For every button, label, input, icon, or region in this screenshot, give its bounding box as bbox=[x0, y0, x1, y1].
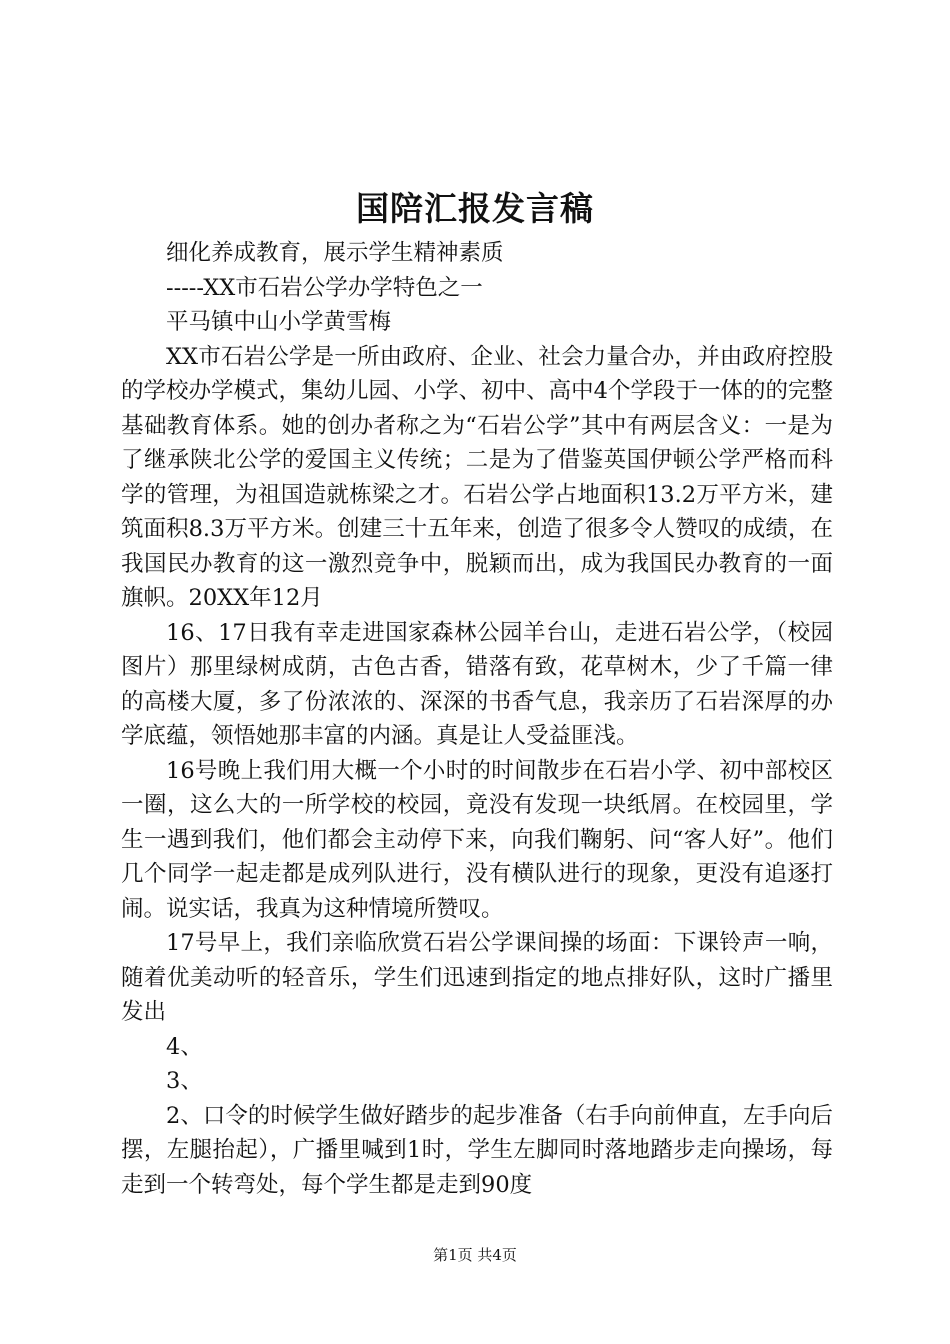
document-body bbox=[121, 236, 833, 1202]
countdown-line-4: 4、 bbox=[166, 1033, 203, 1060]
subtitle-series-line: -----XX市石岩公学办学特色之一 bbox=[166, 274, 483, 301]
paragraph-school-intro: XX市石岩公学是一所由政府、企业、社会力量合办，并由政府控股的学校办学模式，集幼儿园、小学、初中、高中4个学段于一体的的完整基础教育体系。她的创办者称之为“石岩公学”其中有两层含义：一是为了继承陕北公学的爱国主义传统；二是为了借鉴英国伊顿公学严格而科学的管理，为祖国造就栋梁之才。石岩公学占地面积13.2万平方米，建筑面积8.3万平方米。创建三十五年来，创造了很多令人赞叹的成绩，在我国民办教育的这一激烈竞争中，脱颖而出，成为我国民办教育的一面旗帜。20XX年12月 bbox=[121, 343, 833, 611]
subtitle-line: 细化养成教育，展示学生精神素质 bbox=[166, 240, 504, 266]
paragraph-visit: 16、17日我有幸走进国家森林公园羊台山，走进石岩公学，（校园图片）那里绿树成荫，古色古香，错落有致，花草树木，少了千篇一律的高楼大厦，多了份浓浓的、深深的书香气息，我亲历了石岩深厚的办学底蕴，领悟她那丰富的内涵。真是让人受益匪浅。 bbox=[121, 619, 833, 749]
countdown-line-3: 3、 bbox=[166, 1068, 203, 1094]
paragraph-evening-walk: 16号晚上我们用大概一个小时的时间散步在石岩小学、初中部校区一圈，这么大的一所学校的校园，竟没有发现一块纸屑。在校园里，学生一遇到我们，他们都会主动停下来，向我们鞠躬、问“客人好”。他们几个同学一起走都是成列队进行，没有横队进行的现象，更没有追逐打闹。说实话，我真为这种情境所赞叹。 bbox=[121, 757, 833, 922]
paragraph-marching: 2、口令的时候学生做好踏步的起步准备（右手向前伸直，左手向后摆，左腿抬起），广播里喊到1时，学生左脚同时落地踏步走向操场，每走到一个转弯处，每个学生都是走到90度 bbox=[121, 1102, 833, 1198]
page-number: 第1页 共4页 bbox=[433, 1246, 517, 1264]
document-title: 国陪汇报发言稿 bbox=[356, 189, 594, 228]
author-line: 平马镇中山小学黄雪梅 bbox=[166, 309, 392, 335]
paragraph-morning-exercise: 17号早上，我们亲临欣赏石岩公学课间操的场面：下课铃声一响，随着优美动听的轻音乐，学生们迅速到指定的地点排好队，这时广播里发出 bbox=[121, 930, 833, 1025]
